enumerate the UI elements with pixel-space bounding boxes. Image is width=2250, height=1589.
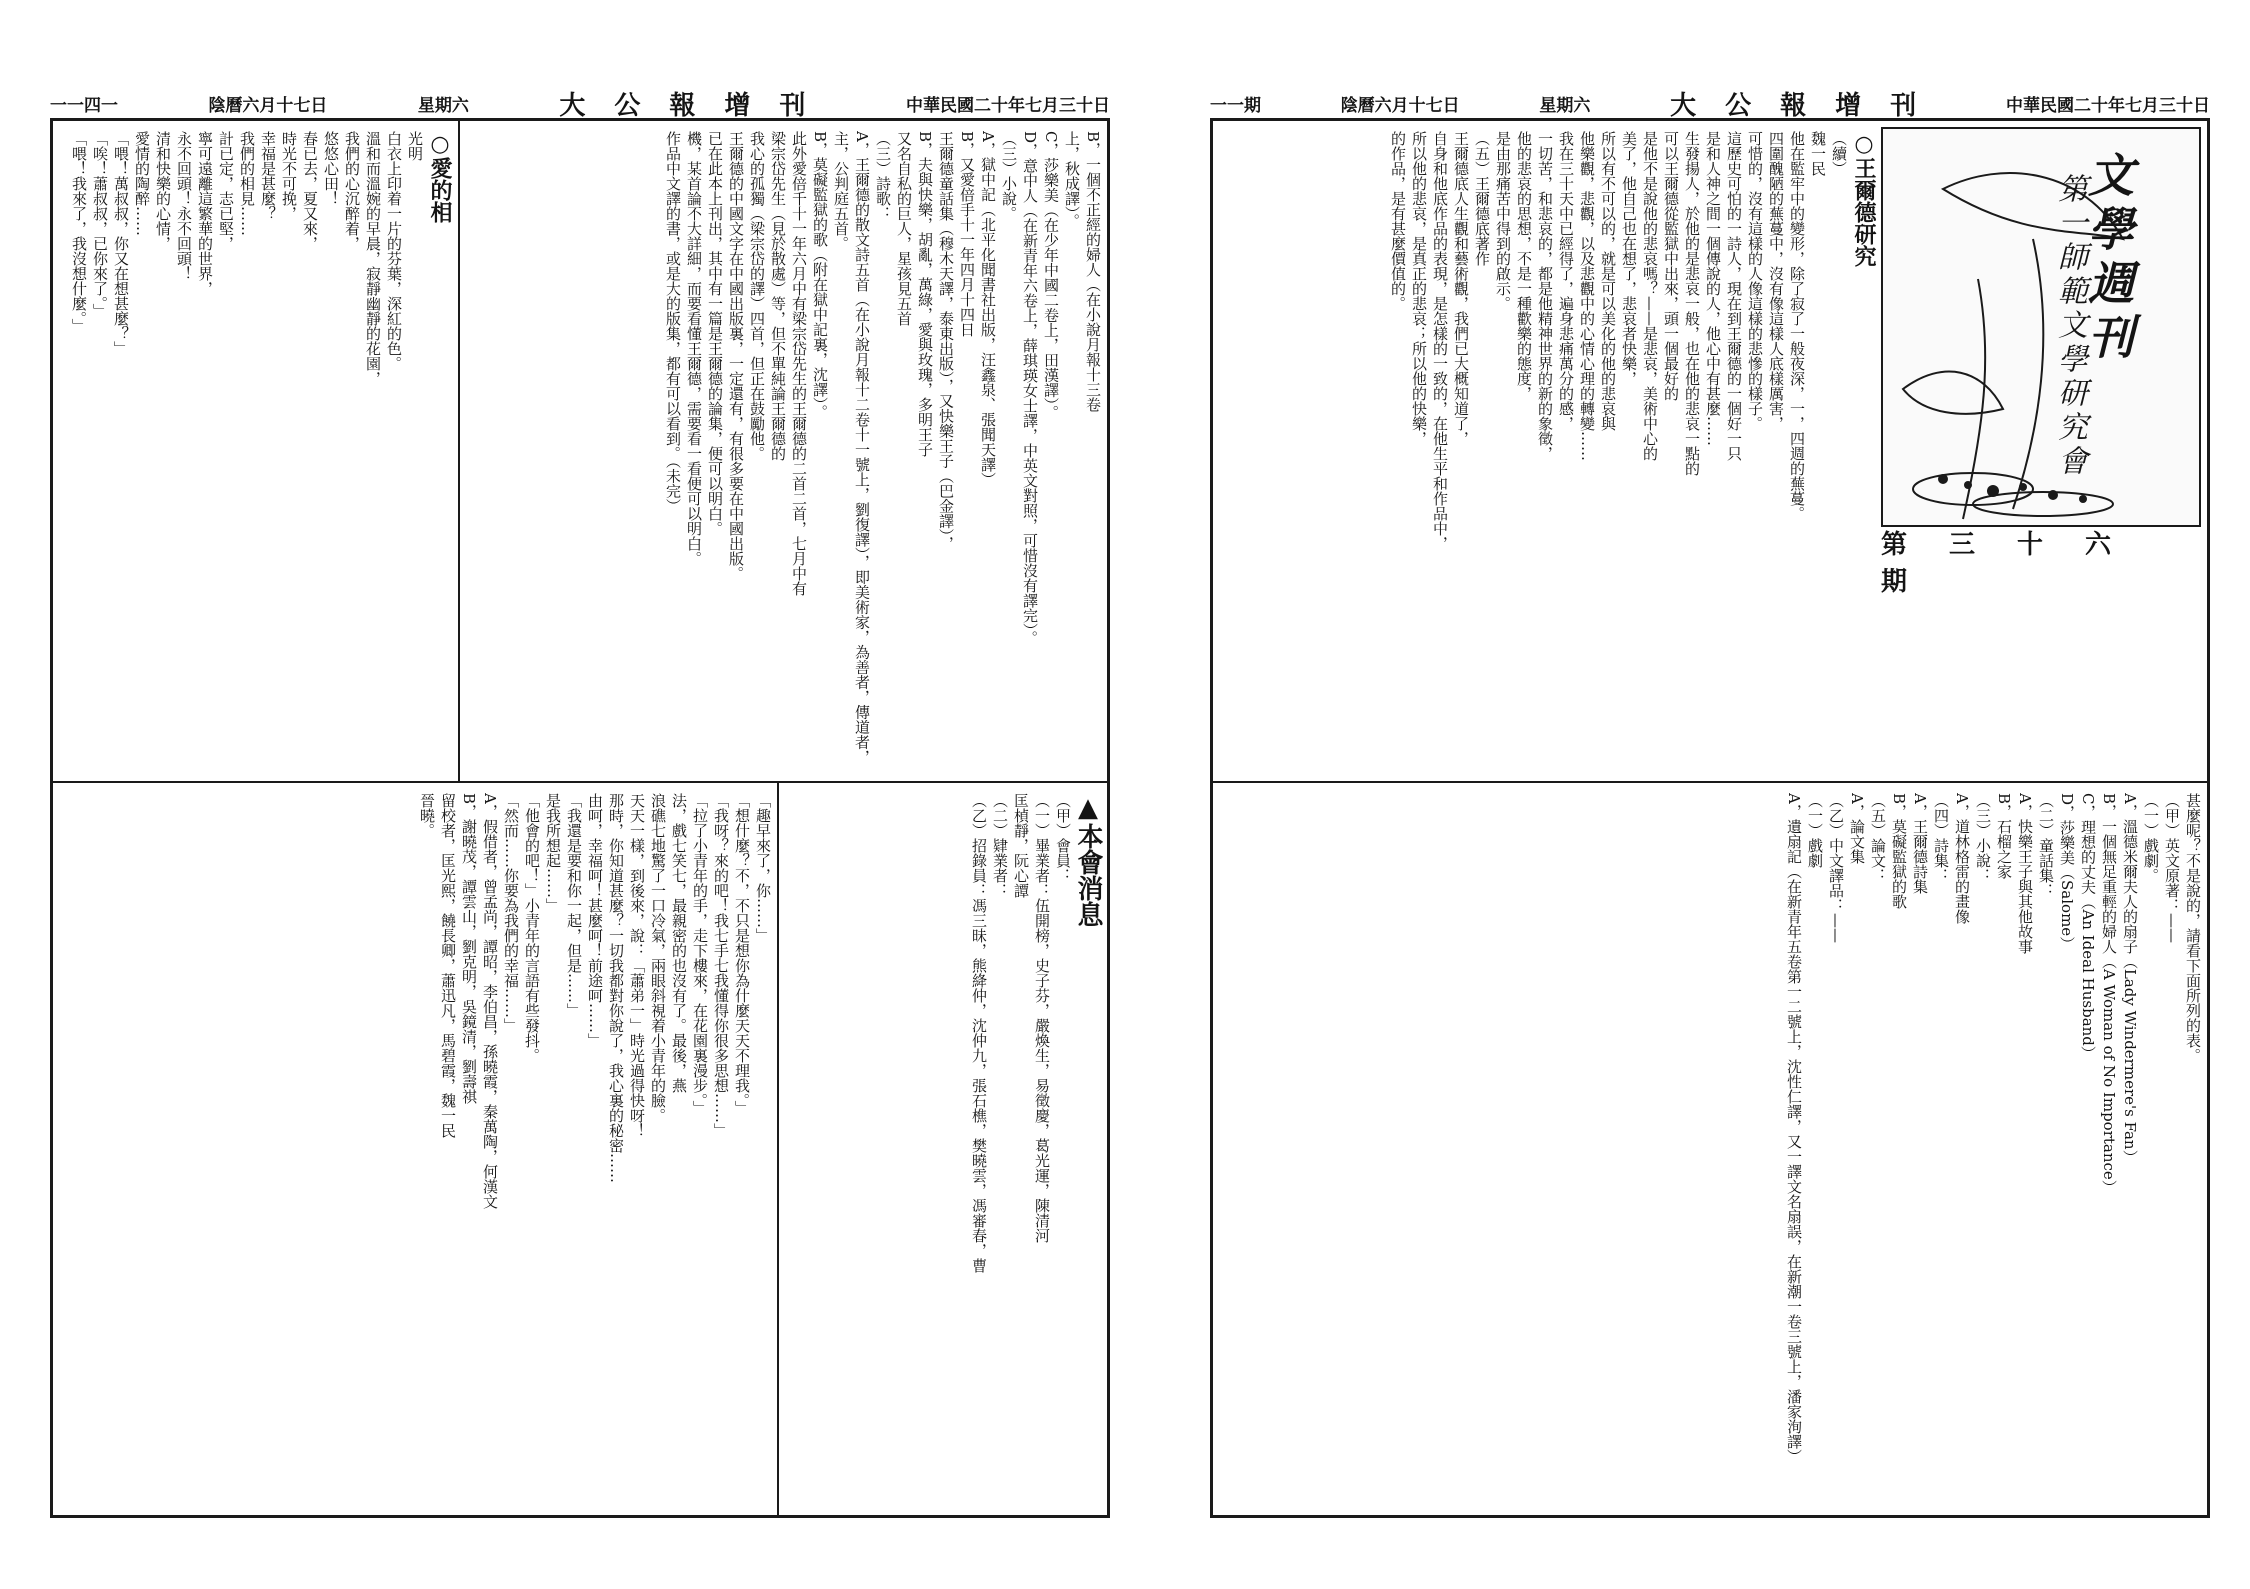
story-column: 「趣早來了，你……」 bbox=[754, 793, 772, 943]
bibliography-line: （甲）英文原著：—— bbox=[2163, 793, 2181, 943]
right-weekday: 星期六 bbox=[1539, 95, 1591, 116]
left-page-header bbox=[50, 86, 1110, 120]
text-column: A，王爾德的散文詩五首（在小說月報十二卷十一號上，劉復譯），即美術家，為善者，傳道者，主，公判庭五首。 bbox=[832, 131, 871, 765]
story-column: 是我所想起……」 bbox=[544, 793, 562, 913]
text-column: 王爾德童話集（穆木天譯，泰東出版），又快樂王子（巴金譯）， bbox=[937, 131, 955, 551]
story-column: 計已定，志已堅， bbox=[217, 131, 235, 251]
story-column: 「拉了小青年的手，走下樓來，在花園裏漫步。」 bbox=[691, 793, 709, 1116]
text-column: C，莎樂美（在少年中國二卷上，田漢譯）。 bbox=[1042, 131, 1060, 420]
story-column: 「想什麼？不，不只是想你為什麼天天不理我。」 bbox=[733, 793, 751, 1116]
right-lunar-date: 陰曆六月十七日 bbox=[1340, 95, 1460, 116]
article-author: 魏一民 bbox=[1809, 131, 1827, 176]
story-column: 我們的相見…… bbox=[238, 131, 256, 236]
left-top-band bbox=[53, 121, 1107, 783]
story-column: 幸福是甚麼？ bbox=[259, 131, 277, 221]
story-column: 「然而……你要為我們的幸福……」 bbox=[502, 793, 520, 1033]
article-column: 美了，他自己也在想了，悲哀者快樂， bbox=[1620, 131, 1638, 386]
right-date: 中華民國二十年七月三十日 bbox=[2005, 95, 2210, 116]
article-column: 是和人神之間一個傳說的人，他心中有甚麼…… bbox=[1704, 131, 1722, 446]
left-masthead: 大 公 報 增 刊 bbox=[559, 90, 816, 120]
text-column: （三）詩歌： bbox=[874, 131, 892, 221]
literary-weekly-subtitle: 第一師範文學研究會 bbox=[2052, 173, 2087, 479]
text-column: B，莫礙監獄的歌（附在獄中記裏，沈譯）。 bbox=[811, 131, 829, 420]
text-column: 王爾德的中國文字在中國出版裏，一定還有，有很多要在中國出版。 bbox=[727, 131, 745, 581]
bibliography-line: （五）論文： bbox=[1869, 793, 1887, 883]
right-bottom-band bbox=[1213, 783, 2207, 1515]
text-column: B，夫與快樂，胡亂，萬綠，愛與玫瑰，多明王子 bbox=[916, 131, 934, 458]
left-weekday: 星期六 bbox=[417, 95, 469, 116]
article-column: 是他不是說他的悲哀嗎？——是悲哀，美術中心的 bbox=[1641, 131, 1659, 461]
story-column: B，謝曉茂，譚雲山，劉克明，吳鏡清，劉壽祺 bbox=[460, 793, 478, 1105]
right-page-number: 一一期 bbox=[1210, 95, 1261, 116]
story-column: 由呵，幸福呵！甚麼呵！前途呵……」 bbox=[586, 793, 604, 1048]
notice-line: （乙）招錄員：馮三昧，熊絳仲，沈仲九，張石樵，樊曉雲，馮審春，曹 bbox=[970, 793, 988, 1273]
article-column: 自身和他底作品的表現，是怎樣的一致的，在他生平和作品中， bbox=[1431, 131, 1449, 551]
story-column: 時光不可挽， bbox=[280, 131, 298, 221]
text-column: 我心的孤獨（梁宗岱的譯）四首，但正在鼓勵他。 bbox=[748, 131, 766, 461]
story-column: 清和快樂的心情， bbox=[154, 131, 172, 251]
story-bottom-block bbox=[59, 793, 773, 1505]
bibliography-line: B，莫礙監獄的歌 bbox=[1890, 793, 1908, 910]
text-column: A，獄中記（北平化聞書社出版，汪鑫泉、張聞天譯） bbox=[979, 131, 997, 487]
article-column: 他的悲哀的思想，不是一種歡樂的態度， bbox=[1515, 131, 1533, 401]
article-column: 他樂觀，悲觀，以及悲觀中的心情心理的轉變…… bbox=[1578, 131, 1596, 461]
story-column: 「喂！我來了，我沒想什麼。」 bbox=[70, 131, 88, 334]
left-date: 中華民國二十年七月三十日 bbox=[905, 95, 1110, 116]
issue-number: 第三十六期 bbox=[1881, 530, 2154, 597]
left-top-text-columns bbox=[662, 131, 1103, 771]
article-column: 他在監牢中的變形，除了寂了一般夜深，一，四週的蕪蔓。 bbox=[1788, 131, 1806, 521]
bibliography-line: （三）小說： bbox=[1974, 793, 1992, 883]
article-column: 一切苦，和悲哀的，都是他精神世界的新的象徵， bbox=[1536, 131, 1554, 461]
bibliography-line: A，王爾德詩集 bbox=[1911, 793, 1929, 894]
article-column: 王爾德底人生觀和藝術觀，我們已大概知道了， bbox=[1452, 131, 1470, 446]
right-masthead: 大 公 報 增 刊 bbox=[1670, 90, 1927, 120]
bibliography-line: B，一個無足重輕的婦人（A Woman of No Importance） bbox=[2100, 793, 2118, 1195]
bibliography-line: （一）戲劇。 bbox=[2142, 793, 2160, 883]
story-column: 法，戲七笑七，最親密的也沒有了。最後，燕 bbox=[670, 793, 688, 1093]
left-lunar-date: 陰曆六月十七日 bbox=[208, 95, 328, 116]
story-column: 那時，你知道甚麼？一切我都對你說了，我心裏的秘密…… bbox=[607, 793, 625, 1183]
story-top-block bbox=[59, 131, 455, 771]
bibliography-line: （四）詩集： bbox=[1932, 793, 1950, 883]
article-column: 我在三十天中已經得了，遍身悲痛萬分的感， bbox=[1557, 131, 1575, 431]
text-column: B，一個不正經的婦人（在小說月報十三卷 bbox=[1084, 131, 1102, 413]
story-column: 我們的心沉醉着， bbox=[343, 131, 361, 251]
left-bottom-band bbox=[53, 783, 1107, 1515]
story-author: 光明 bbox=[406, 131, 424, 161]
text-column: 上，秋成譯）。 bbox=[1063, 131, 1081, 229]
text-column: 作品中文譯的書，或是大的版集，都有可以看到。（未完） bbox=[664, 131, 682, 514]
article-column: 可以王爾德從監獄中出來，頭一個最好的 bbox=[1662, 131, 1680, 401]
article-column: 這歷史可怕的一詩人，現在到王爾德的一個好一只 bbox=[1725, 131, 1743, 461]
story-column: 留校者，匡光熙，饒長卿，蕭迅凡，馬碧霞，魏一民 bbox=[439, 793, 457, 1138]
bibliography-line: A，論文集 bbox=[1848, 793, 1866, 864]
right-top-band bbox=[1213, 121, 2207, 783]
left-page-number: 一一四一 bbox=[50, 95, 118, 116]
bibliography-line: B，石榴之家 bbox=[1995, 793, 2013, 880]
article-column: 所以有不可以的，就是可以美化的他的悲哀與 bbox=[1599, 131, 1617, 431]
story-column: A，假借者，曾孟尚，譚昭，李伯昌，孫曉霞，秦萬陶，何漢文 bbox=[481, 793, 499, 1209]
bibliography-line: （二）童話集： bbox=[2037, 793, 2055, 898]
notice-line: 匡楨靜，阮心譚 bbox=[1012, 793, 1030, 898]
article-column: 是由那痛苦中得到的啟示。 bbox=[1494, 131, 1512, 311]
left-page bbox=[50, 118, 1110, 1518]
story-column: 春已去，夏又來， bbox=[301, 131, 319, 251]
story-column: 「我還是要和你一起，但是……」 bbox=[565, 793, 583, 1018]
story-top-columns bbox=[68, 131, 404, 771]
story-column: 永不回頭！永不回頭！ bbox=[175, 131, 193, 281]
lotus-illustration-icon bbox=[1883, 129, 2199, 525]
bibliography-line: D，莎樂美（Salome） bbox=[2058, 793, 2076, 952]
left-top-text-block bbox=[457, 131, 1103, 771]
text-column: 又名自私的巨人，星孩見五首 bbox=[895, 131, 913, 326]
right-page bbox=[1210, 118, 2210, 1518]
notice-block bbox=[777, 793, 1103, 1505]
bibliography-line: 甚麼呢？不是說的，請看下面所列的表。 bbox=[2184, 793, 2202, 1063]
article-columns bbox=[1387, 131, 1807, 771]
literary-weekly-masthead bbox=[1881, 127, 2201, 527]
bibliography-line: （一）戲劇 bbox=[1806, 793, 1824, 868]
left-top-divider bbox=[458, 121, 460, 781]
story-bottom-columns bbox=[416, 793, 773, 1505]
text-column: （三）小說。 bbox=[1000, 131, 1018, 221]
story-column: 晉曉。 bbox=[418, 793, 436, 838]
text-column: B，又愛倍手十一年四月十四日 bbox=[958, 131, 976, 338]
story-column: 溫和而溫婉的早晨，寂靜幽靜的花園， bbox=[364, 131, 382, 386]
notice-line: （一）畢業者：伍開榜，史子芬，嚴煥生，易徵慶，葛光運，陳清河 bbox=[1033, 793, 1051, 1243]
bibliography-line: A，溫德米爾夫人的扇子（Lady Windermere's Fan） bbox=[2121, 793, 2139, 1165]
bibliography-line: A，遺扇記（在新青年五卷第一二號上，沈性仁譯，又一譯文名扇誤，在新潮一卷三號上，潘家洵譯） bbox=[1785, 793, 1803, 1464]
text-column: 機，某首論不大詳細，而要看懂王爾德，需要看一看便可以明白。 bbox=[685, 131, 703, 566]
article-column: 的作品，是有甚麼價值的。 bbox=[1389, 131, 1407, 311]
article-column: （五）王爾德底著作 bbox=[1473, 131, 1491, 266]
article-subtitle: （續） bbox=[1830, 131, 1848, 176]
bibliography-line: A，道林格雷的畫像 bbox=[1953, 793, 1971, 924]
text-column: 已在此本上刊出，其中有一篇是王爾德的論集，便可以明白。 bbox=[706, 131, 724, 536]
text-column: 此外愛倍千十一年六月中有梁宗岱先生的王爾德的二首二首，七月中有 bbox=[790, 131, 808, 596]
bibliography-line: A，快樂王子與其他故事 bbox=[2016, 793, 2034, 954]
story-column: 悠悠心田！ bbox=[322, 131, 340, 206]
notice-line: （二）肄業者： bbox=[991, 793, 1009, 898]
notice-title: ▲本會消息 bbox=[1073, 793, 1103, 927]
text-column: 梁宗岱先生（見於散處）等，但不單純論王爾德的 bbox=[769, 131, 787, 461]
literary-weekly-title: 文學週刊 bbox=[2081, 151, 2135, 367]
story-column: 「喂！萬叔叔，你又在想甚麼？」 bbox=[112, 131, 130, 356]
text-column: D，意中人（在新青年六卷上，薛琪瑛女士譯，中英文對照，可惜沒有譯完）。 bbox=[1021, 131, 1039, 646]
article-column: 生發揚人，於他的是悲哀一般，也在他的悲哀一點的 bbox=[1683, 131, 1701, 476]
notice-columns bbox=[968, 793, 1073, 1505]
story-column: 天天一樣，到後來，說：「蕭弟一」時光過得快呀！ bbox=[628, 793, 646, 1138]
bibliography-line: C，理想的丈夫（An Ideal Husband） bbox=[2079, 793, 2097, 1061]
story-column: 愛情的陶醉…… bbox=[133, 131, 151, 236]
bibliography-line: （乙）中文譯品：—— bbox=[1827, 793, 1845, 943]
right-page-header bbox=[1210, 86, 2210, 120]
article-column: 所以他的悲哀，是真正的悲哀；所以他的快樂， bbox=[1410, 131, 1428, 446]
article-block bbox=[1219, 131, 1879, 771]
story-column: 浪礁七地驚了一口冷氣，兩眼斜視着小青年的臉。 bbox=[649, 793, 667, 1123]
story-column: 「他會的吧！」小青年的言語有些發抖。 bbox=[523, 793, 541, 1063]
story-column: 「唉！蕭叔叔，已你來了。」 bbox=[91, 131, 109, 319]
left-bottom-divider bbox=[777, 783, 779, 1515]
article-column: 四圍醜陋的蕪蔓中，沒有像這樣人底樣厲害， bbox=[1767, 131, 1785, 431]
story-column: 「我呀？來的吧！我七手七我懂得你很多思想……」 bbox=[712, 793, 730, 1138]
bibliography-block bbox=[1217, 793, 2203, 1505]
story-column: 寧可遠離這繁華的世界， bbox=[196, 131, 214, 296]
article-column: 可惜的，沒有這樣的人像這樣的悲慘的樣子。 bbox=[1746, 131, 1764, 431]
bibliography-columns bbox=[1783, 793, 2203, 1505]
story-column: 白衣上印着一片的芬葉，深紅的色。 bbox=[385, 131, 403, 371]
story-title: ○愛的相 bbox=[427, 131, 453, 223]
notice-line: （甲）會員： bbox=[1054, 793, 1072, 883]
article-title: ○王爾德研究 bbox=[1851, 131, 1877, 267]
